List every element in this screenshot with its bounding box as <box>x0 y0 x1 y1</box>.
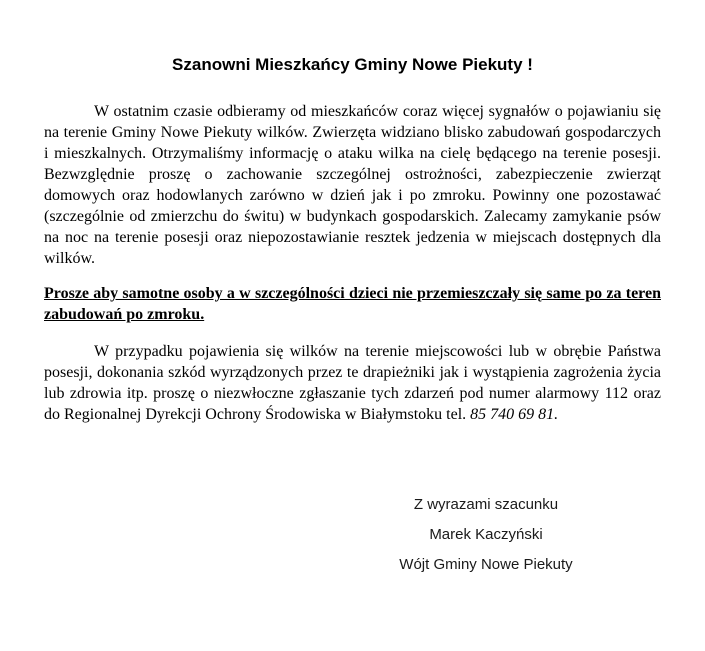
signature-name: Marek Kaczyński <box>429 526 543 543</box>
document-title: Szanowni Mieszkańcy Gminy Nowe Piekuty ! <box>172 55 533 74</box>
signature-closing: Z wyrazami szacunku <box>413 496 559 513</box>
signature-role: Wójt Gminy Nowe Piekuty <box>399 556 573 573</box>
intro-paragraph: W ostatnim czasie odbieramy od mieszkańców coraz więcej sygnałów o pojawianiu się na terenie Gminy Nowe Piekuty wilków. Zwierzęta widziano blisko zabudowań gospodarczych i mieszkalnych. Otrzymaliśmy informację o ataku wilka na cielę będącego na terenie posesji. Bezwzględnie proszę o zachowanie szczególnej ostrożności, zabezpieczenie zwierząt domowych oraz hodowlanych zarówno w dzień jak i po zmroku. Powinny one pozostawać (szczególnie od zmierzchu do świtu) w budynkach gospodarskich. Zalecamy zamykanie psów na noc na terenie posesji oraz niepozostawianie resztek jedzenia w miejscach dostępnych dla wilków. <box>44 103 661 267</box>
report-paragraph-text: W przypadku pojawienia się wilków na terenie miejscowości lub w obrębie Państwa posesji, dokonania szkód wyrządzonych przez te drapieżniki jak i wystąpienia zagrożenia życia lub zdrowia itp. proszę o niezwłoczne zgłaszanie tych zdarzeń pod numer alarmowy 112 oraz do Regionalnej Dyrekcji Ochrony Środowiska w Białymstoku tel. <box>44 343 661 423</box>
signature-block <box>336 497 636 573</box>
phone-number: 85 740 69 81. <box>470 406 559 423</box>
report-paragraph <box>44 341 661 425</box>
warning-paragraph: Prosze aby samotne osoby a w szczególności dzieci nie przemieszczały się same po za teren zabudowań po zmroku. <box>44 285 661 323</box>
